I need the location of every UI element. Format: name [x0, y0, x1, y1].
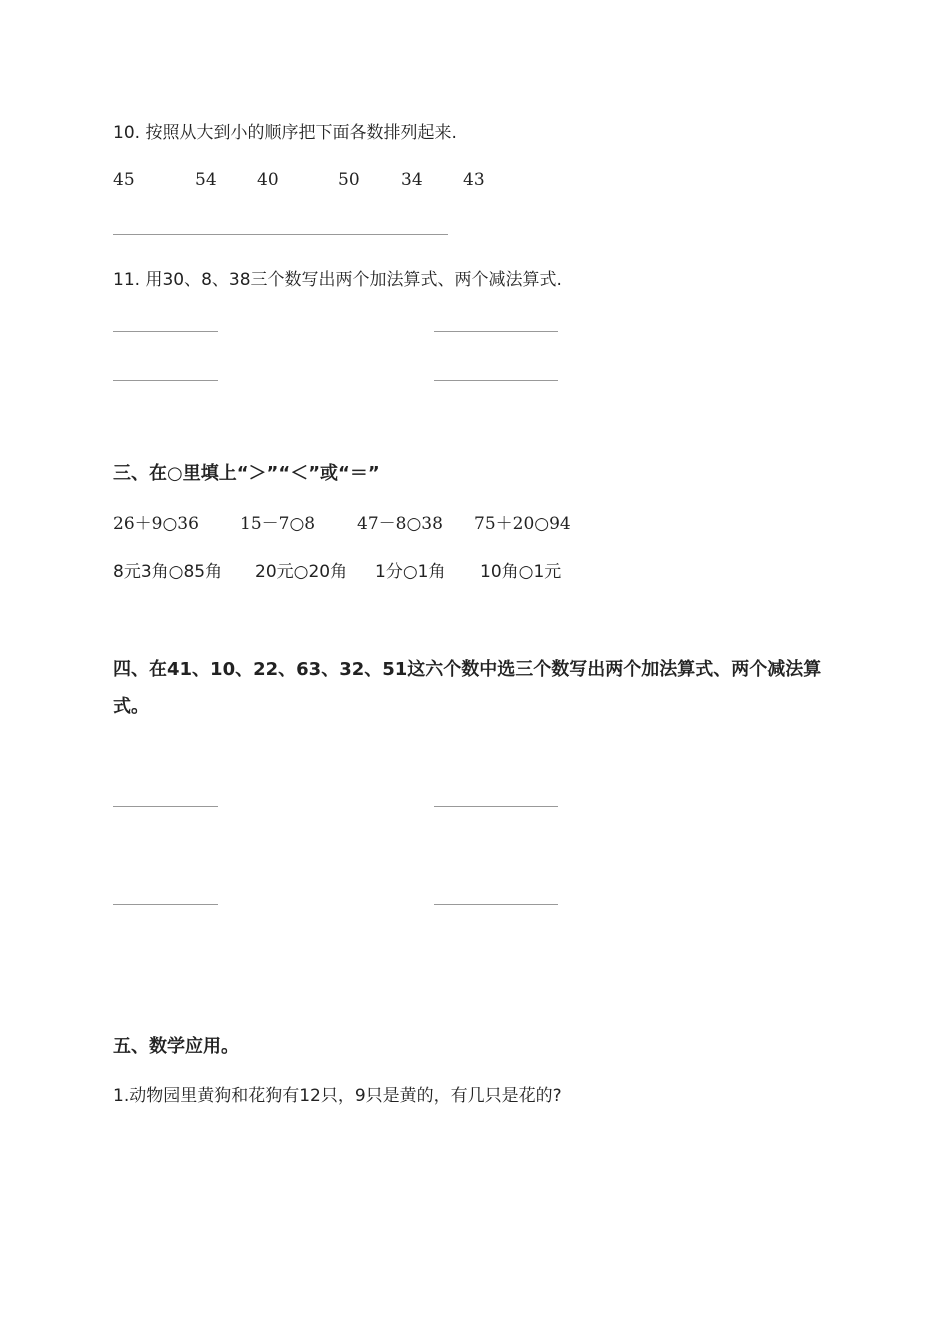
comparison-item: 20元○20角: [255, 562, 348, 582]
q10-answer-line[interactable]: [113, 234, 448, 235]
q10-number: 45: [113, 170, 135, 190]
comparison-item: 75＋20○94: [474, 514, 571, 534]
q10-number: 40: [257, 170, 279, 190]
section4-heading-line2: 式。: [113, 696, 149, 717]
q11-text: 11. 用30、8、38三个数写出两个加法算式、两个减法算式.: [113, 270, 562, 290]
q10-number: 43: [463, 170, 485, 190]
comparison-item: 1分○1角: [375, 562, 446, 582]
section5-question-1: 1.动物园里黄狗和花狗有12只，9只是黄的，有几只是花的?: [113, 1086, 562, 1106]
section3-heading: 三、在○里填上“＞”“＜”或“＝”: [113, 463, 380, 484]
section4-heading-line1: 四、在41、10、22、63、32、51这六个数中选三个数写出两个加法算式、两个减法算: [113, 659, 822, 680]
q11-answer-line-4[interactable]: [434, 380, 558, 381]
comparison-item: 8元3角○85角: [113, 562, 223, 582]
q10-number: 34: [401, 170, 423, 190]
q10-number: 50: [338, 170, 360, 190]
section4-answer-line-2[interactable]: [434, 806, 558, 807]
section5-heading: 五、数学应用。: [113, 1036, 239, 1057]
comparison-item: 15－7○8: [240, 514, 316, 534]
comparison-item: 10角○1元: [480, 562, 562, 582]
section4-answer-line-4[interactable]: [434, 904, 558, 905]
q11-answer-line-2[interactable]: [434, 331, 558, 332]
q10-text: 10. 按照从大到小的顺序把下面各数排列起来.: [113, 123, 457, 143]
q11-answer-line-1[interactable]: [113, 331, 218, 332]
q11-answer-line-3[interactable]: [113, 380, 218, 381]
comparison-item: 47－8○38: [357, 514, 443, 534]
q10-number: 54: [195, 170, 217, 190]
section4-answer-line-1[interactable]: [113, 806, 218, 807]
section4-answer-line-3[interactable]: [113, 904, 218, 905]
comparison-item: 26＋9○36: [113, 514, 199, 534]
